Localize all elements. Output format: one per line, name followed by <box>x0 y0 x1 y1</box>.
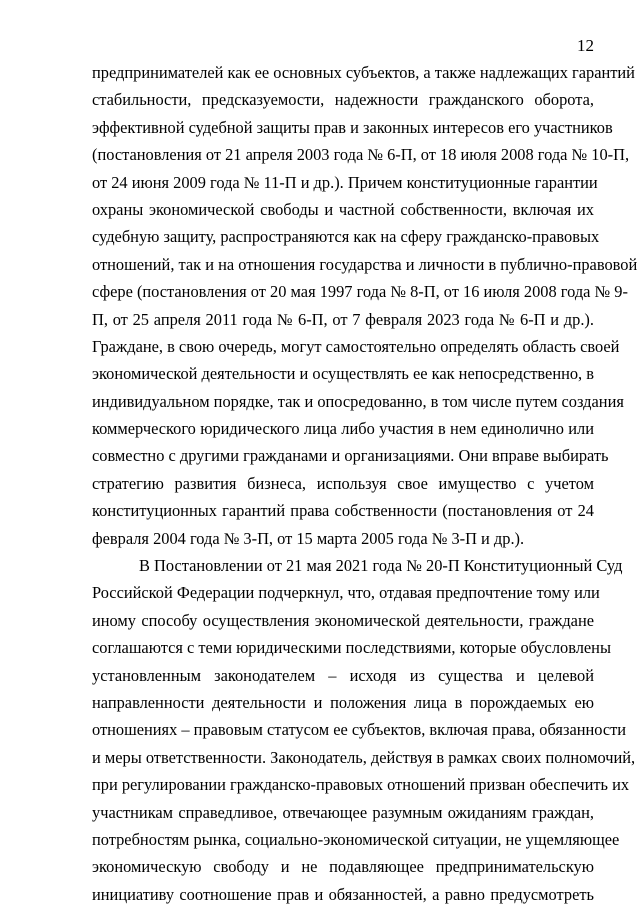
text-line: совместно с другими гражданами и организациями. Они вправе выбирать <box>92 446 609 466</box>
text-line: стратегию развития бизнеса, используя свое имущество с учетом <box>92 473 594 493</box>
text-line: П, от 25 апреля 2011 года № 6-П, от 7 февраля 2023 года № 6-П и др.). <box>92 309 594 329</box>
text-line: отношениях – правовым статусом ее субъектов, включая права, обязанности <box>92 720 627 740</box>
text-line: и меры ответственности. Законодатель, действуя в рамках своих полномочий, <box>92 747 636 767</box>
text-line: стабильности, предсказуемости, надежности гражданского оборота, <box>92 90 594 110</box>
text-line: Российской Федерации подчеркнул, что, отдавая предпочтение тому или <box>92 583 600 603</box>
text-line: конституционных гарантий права собственности (постановления от 24 <box>92 501 594 521</box>
text-line: при регулировании гражданско-правовых отношений призван обеспечить их <box>92 775 630 795</box>
text-line: установленным законодателем – исходя из существа и целевой <box>92 665 594 685</box>
text-line: февраля 2004 года № 3-П, от 15 марта 2005 года № 3-П и др.). <box>92 528 525 548</box>
text-line: коммерческого юридического лица либо участия в нем единолично или <box>92 419 594 439</box>
text-line: В Постановлении от 21 мая 2021 года № 20-П Конституционный Суд <box>139 556 623 576</box>
text-line: судебную защиту, распространяются как на сферу гражданско-правовых <box>92 227 600 247</box>
text-line: от 24 июня 2009 года № 11-П и др.). Причем конституционные гарантии <box>92 172 598 192</box>
text-line: отношений, так и на отношения государства и личности в публично-правовой <box>92 254 638 274</box>
text-line: сфере (постановления от 20 мая 1997 года № 8-П, от 16 июля 2008 года № 9- <box>92 282 628 302</box>
text-line: (постановления от 21 апреля 2003 года № 6-П, от 18 июля 2008 года № 10-П, <box>92 145 630 165</box>
text-line: экономическую свободу и не подавляющее предпринимательскую <box>92 857 594 877</box>
text-line: инициативу соотношение прав и обязанностей, а равно предусмотреть <box>92 884 594 904</box>
text-line: индивидуальном порядке, так и опосредованно, в том числе путем создания <box>92 391 624 411</box>
text-line: охраны экономической свободы и частной собственности, включая их <box>92 199 594 219</box>
text-line: Граждане, в свою очередь, могут самостоятельно определять область своей <box>92 336 620 356</box>
text-line: иному способу осуществления экономической деятельности, граждане <box>92 610 594 630</box>
text-line: соглашаются с теми юридическими последствиями, которые обусловлены <box>92 638 611 658</box>
text-line: экономической деятельности и осуществлять ее как непосредственно, в <box>92 364 594 384</box>
text-line: направленности деятельности и положения лица в порождаемых ею <box>92 692 594 712</box>
body-text <box>92 59 638 908</box>
text-line: участникам справедливое, отвечающее разумным ожиданиям граждан, <box>92 802 594 822</box>
text-line: предпринимателей как ее основных субъектов, а также надлежащих гарантий <box>92 63 635 82</box>
page-number: 12 <box>577 36 594 55</box>
text-line: потребностям рынка, социально-экономической ситуации, не ущемляющее <box>92 829 620 849</box>
text-line: эффективной судебной защиты прав и законных интересов его участников <box>92 117 613 137</box>
